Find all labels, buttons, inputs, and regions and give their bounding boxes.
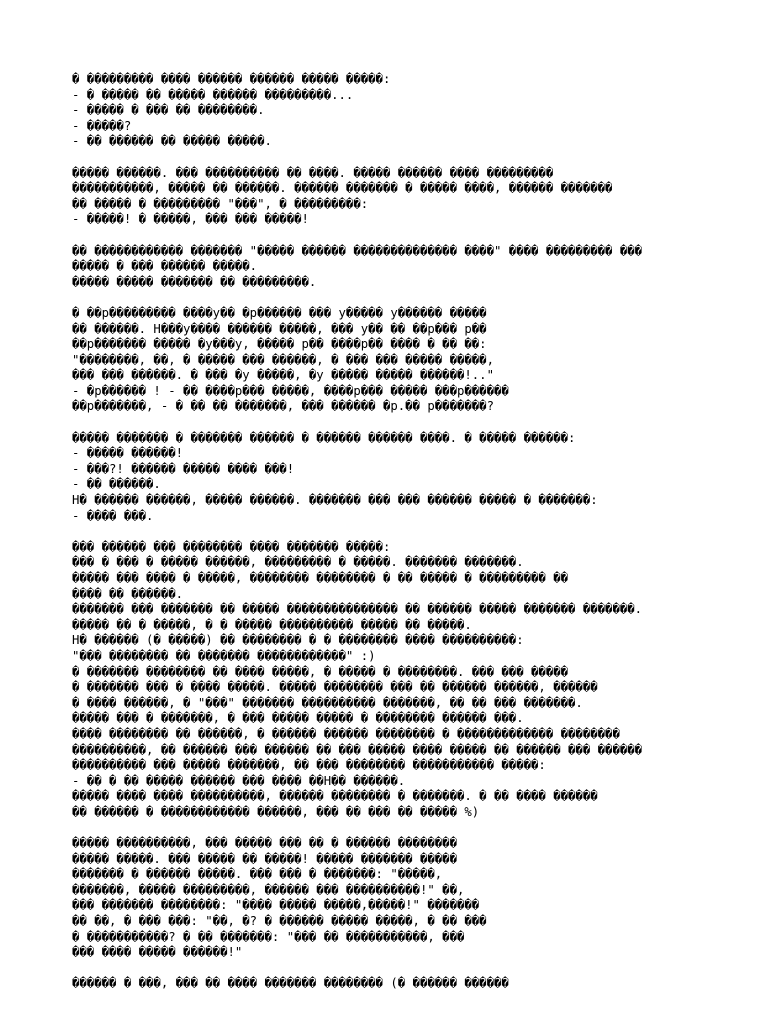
text-line: ����� ���� ���� ����������, ������ �������� � �������. � �� ���� ������ bbox=[72, 789, 598, 804]
text-line: ��p������� ����� �y���y, ����� p�� ����p�� ���� � �� ��: bbox=[72, 337, 487, 352]
text-line: ����� ������� � ������� ������ � ������ ������ ����. � ����� ������: bbox=[72, 430, 576, 445]
text-line: ����� � ��� ������ �����. bbox=[72, 259, 258, 274]
text-line bbox=[72, 961, 712, 977]
text-line: "��� �������� �� ������� ������������" :) bbox=[72, 648, 376, 663]
text-line: � ������� ��� � ���� �����. ����� �������� ��� �� ������ ������, ������ bbox=[72, 680, 598, 695]
text-line: ��� ��� ������. � ��� �y �����, �y ����� ����� ������!.." bbox=[72, 368, 494, 383]
text-line bbox=[72, 290, 712, 306]
text-line: ������� ��� ������� �� ����� ��������������� �� ������ ����� ������� �������. bbox=[72, 602, 643, 617]
text-line: �����������, ����� �� ������. ������ ������� � ����� ����, ������ ������� bbox=[72, 181, 613, 196]
text-line: - �� ������. bbox=[72, 477, 161, 492]
text-line: ����������, �� ������ ��� ������ �� ��� ����� ���� ����� �� ������ ��� ������ bbox=[72, 742, 643, 757]
text-line: �� ��, � ��� ���: "��, �? � ������ ����� �����, � �� ��� bbox=[72, 914, 487, 929]
text-line: - �� � �� ����� ������ ��� ���� ��H�� ������. bbox=[72, 773, 406, 788]
text-line: - ���?! ������ ����� ���� ���! bbox=[72, 461, 295, 476]
text-line: ��� ������� ��������: "���� ����� �����,�����!" ������� bbox=[72, 898, 480, 913]
text-line: H� ������ (� �����) �� �������� � � �������� ���� ����������: bbox=[72, 633, 524, 648]
text-line: ����� ������. ��� ���������� �� ����. ����� ������ ���� ��������� bbox=[72, 165, 554, 180]
text-line: ��� ������ ��� �������� ���� ������� �����: bbox=[72, 539, 391, 554]
text-line: ���������� ��� ����� �������, �� ��� �������� ����������� �����: bbox=[72, 758, 546, 773]
text-line bbox=[72, 821, 712, 837]
text-line: � �����������? � �� �������: "��� �� �����������, ��� bbox=[72, 929, 465, 944]
text-line: - �����! � �����, ��� ��� �����! bbox=[72, 212, 309, 227]
text-line: - � ����� �� ����� ������ ���������... bbox=[72, 87, 354, 102]
text-line: � ��������� ���� ������ ������ ����� �����: bbox=[72, 72, 391, 86]
text-line: - �p������ ! - �� ����p��� �����, ����p��� ����� ���p������ bbox=[72, 383, 509, 398]
text-line: H� ������ ������, ����� ������. ������� ��� ��� ������ ����� � �������: bbox=[72, 493, 598, 508]
text-line: ����� ��� � �������, � ��� ����� ����� � �������� ������ ���. bbox=[72, 711, 524, 726]
text-line: � ������� �������� �� ���� �����, � ����� � ��������. ��� ��� ����� bbox=[72, 664, 569, 679]
text-line: ����� ��� ���� � �����, �������� �������� � �� ����� � ��������� �� bbox=[72, 571, 569, 585]
text-line: - �����? bbox=[72, 118, 132, 133]
text-line: ���� �������� �� ������, � ������ ������ �������� � ������������� �������� bbox=[72, 726, 620, 741]
text-line: � ���� ������, � "���" ������� ���������� �������, �� �� ��� �������. bbox=[72, 695, 583, 710]
text-line bbox=[72, 524, 712, 540]
text-line: �� ������. H���y���� ������ �����, ��� y�� �� ��p��� p�� bbox=[72, 321, 487, 336]
text-line: "��������, ��, � ����� ��� ������, � ��� ��� ����� �����, bbox=[72, 352, 494, 367]
text-line: - ����� � ��� �� ��������. bbox=[72, 103, 265, 118]
text-line: ��� ���� ����� ������!" bbox=[72, 945, 243, 960]
text-line: ��� � ��� � ����� ������, ��������� � �����. ������� �������. bbox=[72, 555, 524, 570]
text-line: - �� ������ �� ����� �����. bbox=[72, 134, 272, 149]
text-line bbox=[72, 228, 712, 244]
text-line: ������ � ���, ��� �� ���� ������� �������� (� ������ ������ bbox=[72, 976, 509, 991]
text-line: ����� �� � �����, � � ����� ���������� ����� �� �����. bbox=[72, 617, 472, 632]
text-line: ����� ����� ������� �� ���������. bbox=[72, 274, 317, 289]
text-line: ������� � ������ �����. ��� ��� � �������: "�����, bbox=[72, 867, 443, 882]
document-page bbox=[72, 72, 712, 991]
text-line: �� ������������ ������� "����� ������ �������������� ����" ���� ��������� ��� bbox=[72, 243, 643, 258]
text-line: ����� ����������, ��� ����� ��� �� � ������ �������� bbox=[72, 836, 457, 851]
text-line: � ��p��������� ����y�� �p������ ��� y����� y������ ����� bbox=[72, 305, 487, 320]
text-line: �������, ����� ���������, ������ ��� ����������!" ��, bbox=[72, 882, 465, 897]
text-line: ����� �����. ��� ����� �� �����! ����� ������� ����� bbox=[72, 851, 457, 866]
text-line: ��p�������, - � �� �� �������, ��� ������ �p.�� p�������? bbox=[72, 399, 494, 414]
text-line bbox=[72, 415, 712, 431]
text-line: �� ����� � ��������� "���", � ���������: bbox=[72, 196, 369, 211]
text-line: - ����� ������! bbox=[72, 446, 184, 461]
text-line: - ���� ���. bbox=[72, 508, 154, 523]
text-line: ���� �� ������. bbox=[72, 586, 184, 601]
text-line bbox=[72, 150, 712, 166]
text-line: �� ������ � ������������ ������, ��� �� ��� �� ����� %) bbox=[72, 804, 480, 819]
